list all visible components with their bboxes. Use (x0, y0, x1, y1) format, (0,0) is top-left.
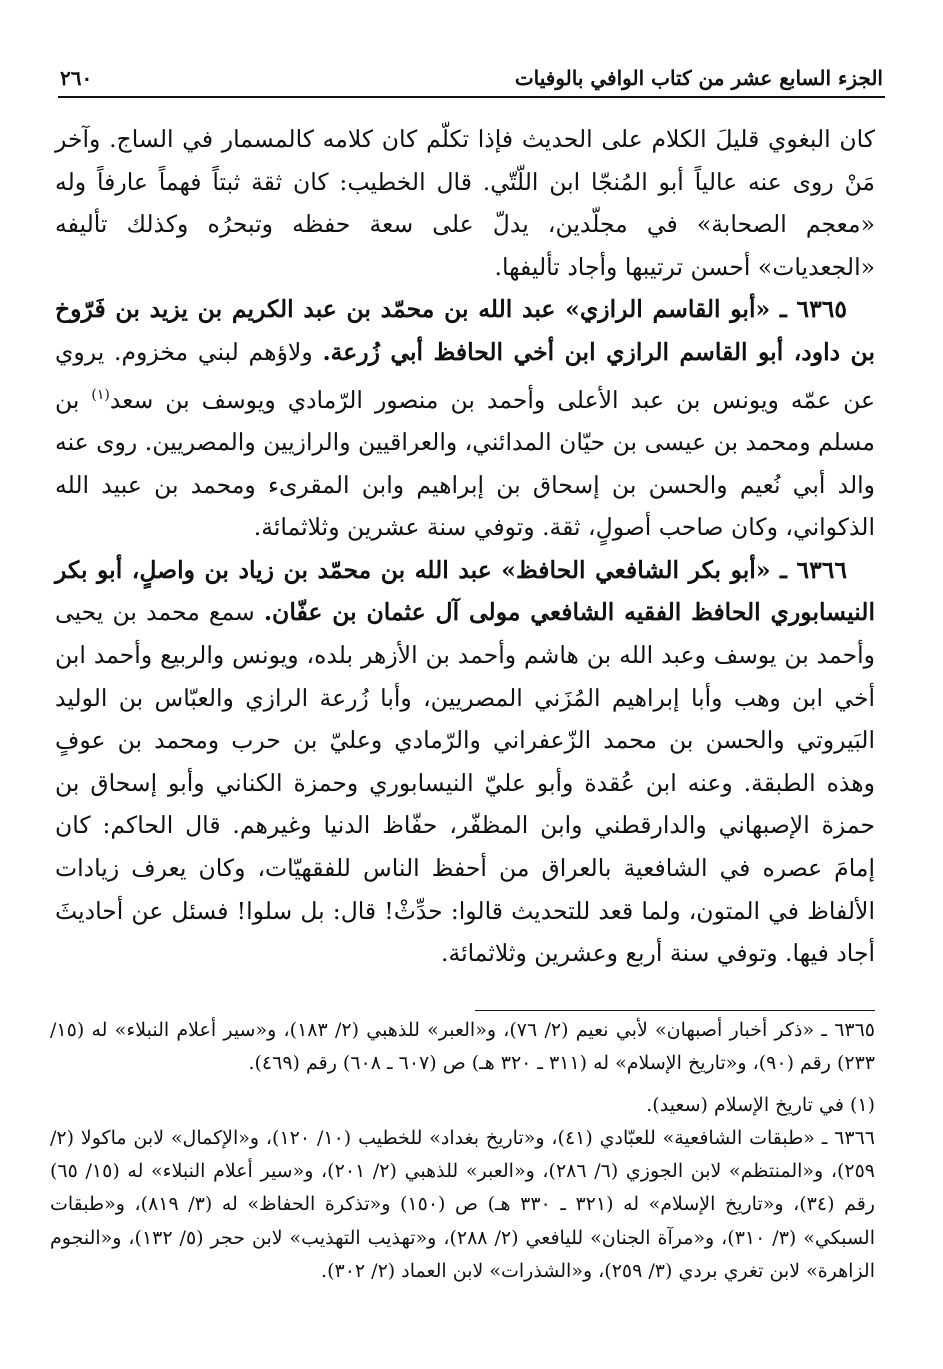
page-header (60, 56, 883, 90)
page-number: ٢٦٠ (60, 66, 93, 90)
footnote-ref-1[interactable]: (١) (91, 386, 110, 403)
entry-6365-heading: ٦٣٦٥ ـ «أبو القاسم الرازي» عبد الله بن محمّد بن عبد الكريم بن يزيد بن فَرّوخ بن داود، أبو القاسم الرازي ابن أخي الحافظ أبي زُرعة. (55, 295, 875, 366)
entry-6366-text: سمع محمد بن يحيى وأحمد بن يوسف وعبد الله بن هاشم وأحمد بن الأزهر بلده، ويونس والربيع وأحمد ابن أخي ابن وهب وأبا إبراهيم المُزَني المصريين، وأبا زُرعة الرازي والعبّاس بن الوليد البَيروتي والحسن بن محمد الزّعفراني والرّمادي وعليّ بن حرب ومحمد بن عوفٍ وهذه الطبقة. وعنه ابن عُقدة وأبو عليّ النيسابوري وحمزة الكناني وأبو إسحاق بن حمزة الإصبهاني والدارقطني وابن المظفّر، حفّاظ الدنيا وغيرهم. قال الحاكم: كان إمامَ عصره في الشافعية بالعراق من أحفظ الناس للفقهيّات، وكان يعرف زيادات الألفاظ في المتون، ولما قعد للتحديث قالوا: حدِّثْ! قال: بل سلوا! فسئل عن أحاديثَ أجاد فيها. وتوفي سنة أربع وعشرين وثلاثمائة. (55, 598, 875, 968)
footnotes (50, 1014, 875, 1288)
entry-6366-heading: ٦٣٦٦ ـ «أبو بكر الشافعي الحافظ» عبد الله بن محمّد بن زياد بن واصلٍ، أبو بكر النيسابوري الحافظ الفقيه الشافعي مولى آل عثمان بن عفّان. (55, 555, 875, 627)
entry-6365-text: ولاؤهم لبني مخزوم. يروي عن عمّه ويونس بن عبد الأعلى وأحمد بن منصور الرّمادي ويوسف بن سعد (55, 337, 875, 414)
main-text (55, 118, 875, 975)
header-rule (58, 96, 885, 98)
running-title: الجزء السابع عشر من كتاب الوافي بالوفيات (514, 66, 883, 90)
entry-6365 (55, 288, 875, 548)
entry-6366 (55, 549, 875, 975)
footnote-1: (١) في تاريخ الإسلام (سعيد). (646, 1093, 875, 1116)
continuation-paragraph: كان البغوي قليلَ الكلام على الحديث فإذا تكلّم كان كلامه كالمسمار في الساج. وآخر مَنْ روى عنه عالياً أبو المُنجّا ابن اللّتّي. قال الخطيب: كان ثقة ثبتاً فهماً عارفاً وله «معجم الصحابة» في مجلّدين، يدلّ على سعة حفظه وتبحرُه وكذلك تأليفه «الجعديات» أحسن ترتيبها وأجاد تأليفها. (55, 125, 875, 281)
footnote-6365: ٦٣٦٥ ـ «ذكر أخبار أصبهان» لأبي نعيم (٢/ ٧٦)، و«العبر» للذهبي (٢/ ١٨٣)، و«سير أعلام النبلاء» له (١٥/ ٢٣٣) رقم (٩٠)، و«تاريخ الإسلام» له (٣١١ ـ ٣٢٠ هـ) ص (٦٠٧ ـ ٦٠٨) رقم (٤٦٩). (50, 1019, 876, 1075)
entry-6365-text-cont: بن مسلم ومحمد بن عيسى بن حيّان المدائني، والعراقيين والرازيين والمصريين. روى عنه والد أبي نُعيم والحسن بن إسحاق بن إبراهيم وابن المقرىء ومحمد بن عبيد الله الذكواني، وكان صاحب أصولٍ، ثقة. وتوفي سنة عشرين وثلاثمائة. (54, 385, 875, 542)
footnote-separator (475, 1010, 875, 1011)
footnote-6366: ٦٣٦٦ ـ «طبقات الشافعية» للعبّادي (٤١)، و«تاريخ بغداد» للخطيب (١٠/ ١٢٠)، و«الإكمال» لابن ماكولا (٢/ ٢٥٩)، و«المنتظم» لابن الجوزي (٦/ ٢٨٦)، و«العبر» للذهبي (٢/ ٢٠١)، و«سير أعلام النبلاء» له (١٥/ ٦٥) رقم (٣٤)، و«تاريخ الإسلام» له (٣٢١ ـ ٣٣٠ هـ) ص (١٥٠) و«تذكرة الحفاظ» له (٣/ ٨١٩)، و«طبقات السبكي» (٣/ ٣١٠)، و«مرآة الجنان» لليافعي (٢/ ٢٨٨)، و«تهذيب التهذيب» لابن حجر (٥/ ١٣٢)، و«النجوم الزاهرة» لابن تغري بردي (٣/ ٢٥٩)، و«الشذرات» لابن العماد (٢/ ٣٠٢). (50, 1126, 876, 1283)
